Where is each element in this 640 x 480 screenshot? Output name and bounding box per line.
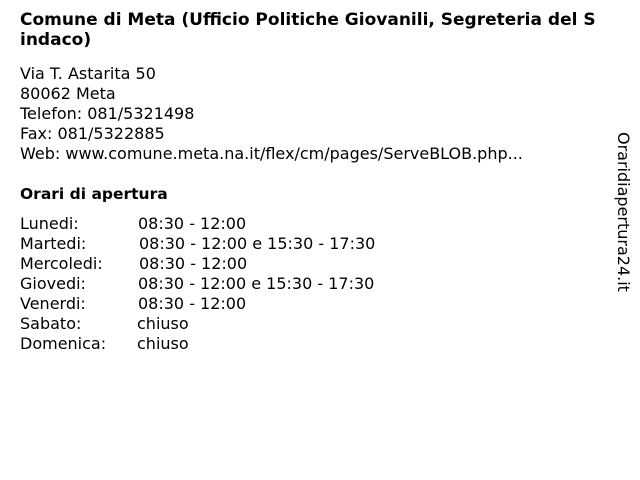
day-label: Lunedi: (20, 214, 79, 233)
page-title: Comune di Meta (Ufficio Politiche Giovanili, Segreteria del Sindaco) (20, 10, 596, 50)
day-hours: 08:30 - 12:00 (138, 294, 247, 313)
day-label: Venerdi: (20, 294, 86, 313)
day-hours: chiuso (137, 314, 189, 333)
day-label: Giovedi: (20, 274, 86, 293)
day-label: Domenica: (20, 334, 107, 353)
contact-block (20, 64, 523, 164)
day-hours: 08:30 - 12:00 e 15:30 - 17:30 (138, 274, 375, 293)
site-brand-vertical: Oraridiapertura24.it (614, 132, 633, 292)
day-hours: chiuso (137, 334, 189, 353)
day-label: Sabato: (20, 314, 82, 333)
postal-city: 80062 Meta (20, 84, 116, 103)
website-line: Web: www.comune.meta.na.it/flex/cm/pages/ServeBLOB.php... (20, 144, 523, 163)
day-hours: 08:30 - 12:00 (138, 214, 247, 233)
day-label: Martedi: (20, 234, 87, 253)
phone-line: Telefon: 081/5321498 (20, 104, 195, 123)
opening-hours-heading: Orari di apertura (20, 185, 168, 203)
fax-line: Fax: 081/5322885 (20, 124, 165, 143)
day-hours: 08:30 - 12:00 (139, 254, 248, 273)
street-address: Via T. Astarita 50 (20, 64, 156, 83)
day-hours: 08:30 - 12:00 e 15:30 - 17:30 (139, 234, 376, 253)
day-label: Mercoledi: (20, 254, 103, 273)
